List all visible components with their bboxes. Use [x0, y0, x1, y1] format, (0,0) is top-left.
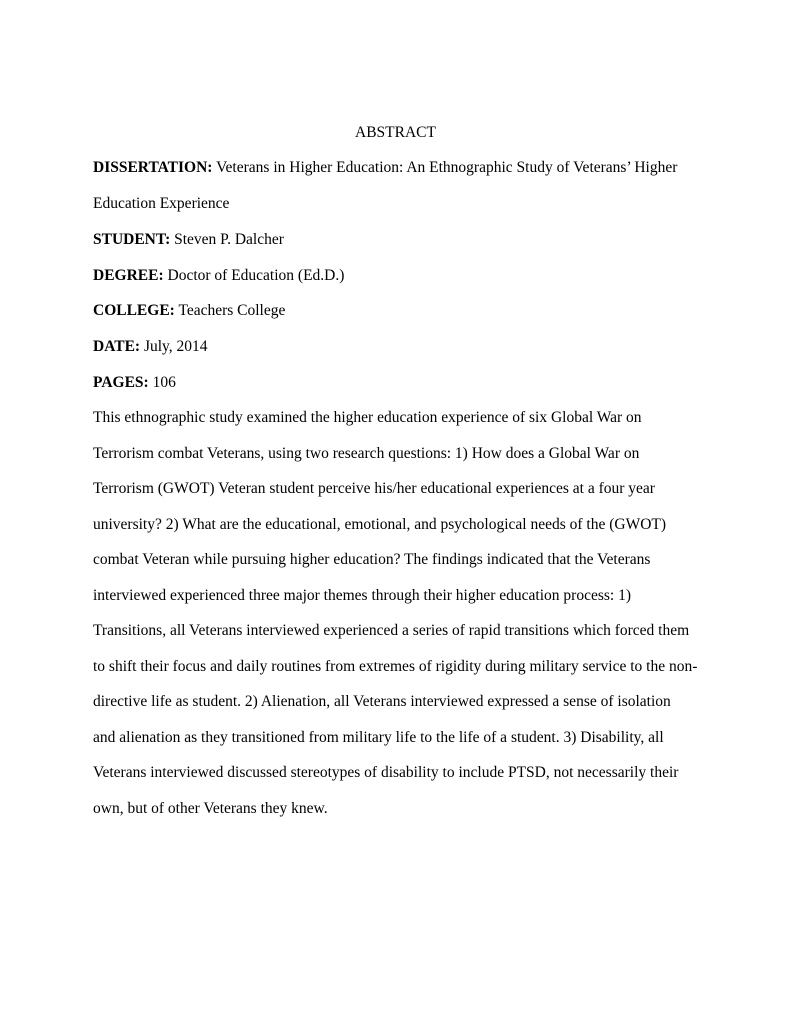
body-line: This ethnographic study examined the higher education experience of six Global War on — [93, 409, 642, 426]
body-line: and alienation as they transitioned from military life to the life of a student. 3) Disability, all — [93, 728, 664, 746]
dissertation-value-continued: Education Experience — [93, 195, 230, 212]
student-field — [93, 222, 703, 258]
body-line: Transitions, all Veterans interviewed experienced a series of rapid transitions which forced them — [93, 622, 690, 639]
date-label: DATE: — [93, 338, 141, 355]
degree-field — [93, 258, 703, 294]
pages-value: 106 — [152, 374, 176, 391]
student-value: Steven P. Dalcher — [174, 231, 284, 248]
college-value: Teachers College — [178, 302, 286, 319]
dissertation-label: DISSERTATION: — [93, 159, 213, 176]
dissertation-field — [93, 150, 703, 186]
abstract-body — [93, 400, 705, 826]
date-field — [93, 329, 703, 365]
body-line: combat Veteran while pursuing higher education? The findings indicated that the Veterans — [93, 551, 651, 568]
degree-label: DEGREE: — [93, 267, 164, 284]
dissertation-value: Veterans in Higher Education: An Ethnographic Study of Veterans’ Higher — [216, 159, 678, 176]
body-line: directive life as student. 2) Alienation, all Veterans interviewed expressed a sense of isolation — [93, 693, 671, 710]
pages-field — [93, 365, 703, 401]
body-line: own, but of other Veterans they knew. — [93, 799, 328, 817]
degree-value: Doctor of Education (Ed.D.) — [167, 267, 345, 284]
date-value: July, 2014 — [143, 338, 208, 355]
body-line: Veterans interviewed discussed stereotypes of disability to include PTSD, not necessarily their — [93, 764, 679, 781]
college-label: COLLEGE: — [93, 302, 175, 319]
college-field — [93, 293, 703, 329]
body-line: interviewed experienced three major themes through their higher education process: 1) — [93, 586, 631, 604]
body-line: to shift their focus and daily routines from extremes of rigidity during military service to the non- — [93, 657, 698, 675]
body-line: Terrorism (GWOT) Veteran student perceive his/her educational experiences at a four year — [93, 480, 655, 497]
dissertation-field-continued — [93, 186, 703, 222]
abstract-heading: ABSTRACT — [355, 124, 436, 141]
body-line: university? 2) What are the educational, emotional, and psychological needs of the (GWOT) — [93, 515, 667, 533]
student-label: STUDENT: — [93, 231, 171, 248]
body-line: Terrorism combat Veterans, using two research questions: 1) How does a Global War on — [93, 444, 640, 462]
pages-label: PAGES: — [93, 374, 149, 391]
